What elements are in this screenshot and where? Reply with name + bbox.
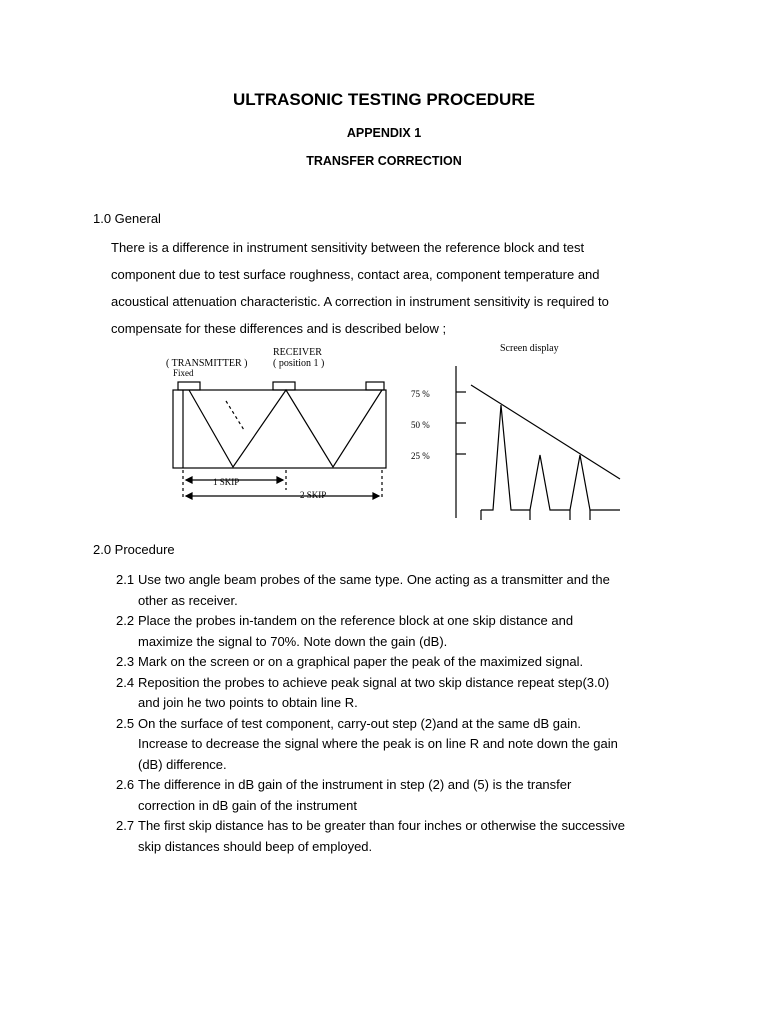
procedure-step [116,611,686,652]
level-25-label: 25 % [411,451,430,461]
screen-display-title: Screen display [500,343,559,354]
beam-dashed-line [226,401,244,430]
step-text: The first skip distance has to be greater than four inches or otherwise the successive [138,818,626,833]
step-text-continued: maximize the signal to 70%. Note down the gain (dB). [138,633,448,649]
step-number: 2.4 [116,674,135,690]
appendix-label: APPENDIX 1 [346,126,422,140]
line-r [471,385,620,479]
step-text: Use two angle beam probes of the same type. One acting as a transmitter and the [138,572,610,587]
section-procedure-heading: 2.0 Procedure [93,542,175,557]
step-number: 2.6 [116,777,135,792]
step-text: The difference in dB gain of the instrument in step (2) and (5) is the transfer [138,777,572,792]
step-text: Place the probes in-tandem on the reference block at one skip distance and [138,613,574,628]
receiver-label: RECEIVER [273,347,322,358]
paragraph-line: There is a difference in instrument sensitivity between the reference block and test [111,240,585,255]
step-text-continued: (dB) difference. [138,756,227,772]
screen-display [456,366,620,520]
document-title: ULTRASONIC TESTING PROCEDURE [233,90,535,109]
step-text: Reposition the probes to achieve peak signal at two skip distance repeat step(3.0) [138,674,610,690]
procedure-step [116,570,686,611]
step-text-continued: and join he two points to obtain line R. [138,695,358,710]
step-number: 2.2 [116,613,135,628]
fixed-label: Fixed [173,368,194,378]
procedure-step [116,652,686,673]
procedure-step [116,816,686,857]
step-number: 2.1 [116,572,135,587]
step-number: 2.7 [116,818,135,833]
transmitter-label: ( TRANSMITTER ) [166,358,248,369]
step-number: 2.5 [116,715,135,731]
section-general-heading: 1.0 General [93,211,161,226]
receiver-probe [273,382,295,390]
procedure-step [116,714,686,776]
paragraph-line: compensate for these differences and is described below ; [111,321,447,336]
step-number: 2.3 [116,654,135,669]
procedure-step [116,775,686,816]
step-text-continued: other as receiver. [138,592,238,608]
signal-trace [481,405,620,510]
receiver-position-2-probe [366,382,384,390]
reference-block [173,390,386,468]
paragraph-line: acoustical attenuation characteristic. A correction in instrument sensitivity is required to [111,294,609,309]
step-text-continued: correction in dB gain of the instrument [138,797,357,813]
procedure-steps [116,570,686,857]
step-text: On the surface of test component, carry-out step (2)and at the same dB gain. [138,715,581,731]
probe-block-diagram [173,382,386,500]
position-label: ( position 1 ) [273,358,325,369]
procedure-step [116,673,686,714]
step-text-continued: Increase to decrease the signal where the peak is on line R and note down the gain [138,736,618,751]
level-50-label: 50 % [411,420,430,430]
two-skip-label: 2 SKIP [300,490,327,500]
document-subtitle: TRANSFER CORRECTION [306,154,462,168]
paragraph-line: component due to test surface roughness, contact area, component temperature and [111,267,600,282]
level-75-label: 75 % [411,389,430,399]
transmitter-probe [178,382,200,390]
one-skip-label: 1 SKIP [213,477,240,487]
beam-path [189,390,382,467]
step-text: Mark on the screen or on a graphical paper the peak of the maximized signal. [138,654,584,669]
step-text-continued: skip distances should beep of employed. [138,838,373,854]
